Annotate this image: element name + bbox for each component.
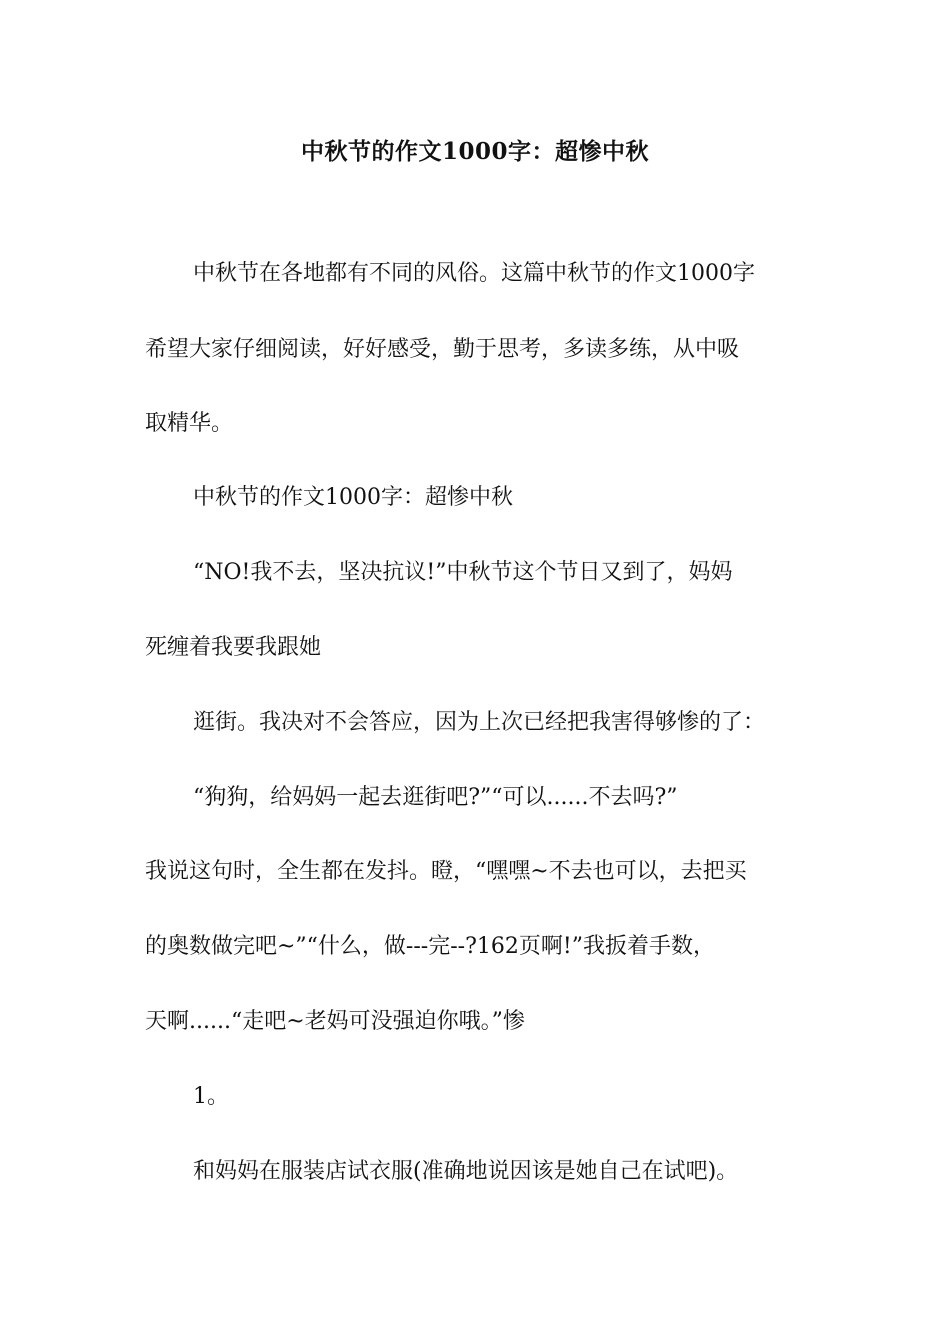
document-title: 中秋节的作文1000字：超惨中秋 bbox=[300, 138, 649, 165]
paragraph-line: 逛街。我决对不会答应，因为上次已经把我害得够惨的了： bbox=[193, 710, 766, 735]
paragraph-line: 的奥数做完吧~”“什么，做---完--?162页啊!”我扳着手数， bbox=[145, 934, 715, 959]
paragraph-line: 和妈妈在服装店试衣服(准确地说因该是她自己在试吧)。 bbox=[193, 1159, 739, 1184]
paragraph-line: “狗狗，给妈妈一起去逛街吧?”“可以......不去吗?” bbox=[193, 785, 678, 810]
paragraph-line: 希望大家仔细阅读，好好感受，勤于思考，多读多练，从中吸 bbox=[145, 337, 740, 362]
paragraph-line: 天啊......“走吧~老妈可没强迫你哦。”惨 bbox=[145, 1009, 525, 1034]
paragraph-line: 中秋节在各地都有不同的风俗。这篇中秋节的作文1000字 bbox=[193, 261, 755, 286]
paragraph-line: “NO!我不去，坚决抗议!”中秋节这个节日又到了，妈妈 bbox=[193, 560, 733, 585]
paragraph-line: 中秋节的作文1000字：超惨中秋 bbox=[193, 485, 513, 510]
paragraph-line: 我说这句时，全生都在发抖。瞪，“嘿嘿~不去也可以，去把买 bbox=[145, 859, 747, 884]
paragraph-line: 取精华。 bbox=[145, 411, 234, 436]
paragraph-line: 1。 bbox=[193, 1084, 229, 1109]
paragraph-line: 死缠着我要我跟她 bbox=[145, 635, 322, 660]
